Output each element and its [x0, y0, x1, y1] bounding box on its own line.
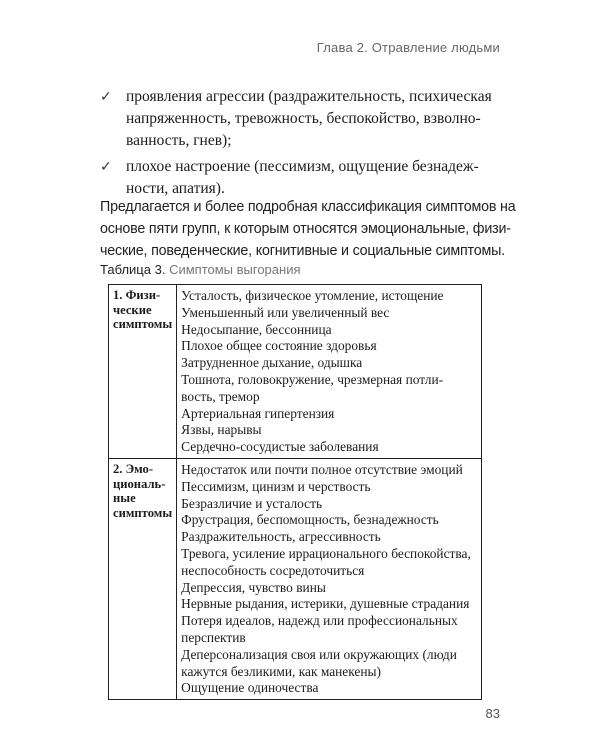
symptom-line: Затрудненное дыхание, одышка [181, 355, 363, 371]
table-caption-label: Таблица 3. [100, 262, 166, 277]
symptoms-cell [177, 285, 482, 459]
bullet-line: проявления агрессии (раздражительность, психическая [126, 88, 492, 105]
symptom-line: вость, тремор [181, 388, 260, 404]
paragraph-line: Предлагается и более подробная классификация симптомов на [100, 199, 516, 215]
symptom-line: Фрустрация, беспомощность, безнадежность [181, 512, 439, 528]
check-icon: ✓ [100, 159, 112, 175]
bullet-line: плохое настроение (пессимизм, ощущение безнадеж- [126, 158, 479, 175]
symptom-line: Плохое общее состояние здоровья [181, 338, 377, 354]
bullet-line: ванность, гнев); [126, 132, 232, 149]
symptom-line: Безразличие и усталость [181, 495, 323, 511]
bullet-line: напряженность, тревожность, беспокойство, взволно- [126, 110, 481, 127]
paragraph-line: основе пяти групп, к которым относятся эмоциональные, физи- [100, 221, 511, 237]
category-cell [109, 458, 177, 699]
symptom-line: Артериальная гипертензия [181, 405, 335, 421]
bullet-item [100, 86, 496, 152]
category-line: ческие [113, 302, 152, 317]
running-head: Глава 2. Отравление людьми [316, 40, 500, 55]
bullet-list [100, 86, 496, 204]
category-line: симптомы [113, 505, 173, 520]
bullet-item [100, 156, 496, 200]
bullet-line: ности, апатия). [126, 180, 225, 197]
symptoms-table [108, 284, 482, 700]
check-icon: ✓ [100, 89, 112, 105]
symptom-line: Недостаток или почти полное отсутствие эмоций [181, 461, 463, 477]
symptom-line: Сердечно-сосудистые заболевания [181, 439, 379, 455]
category-line: 2. Эмо- [113, 461, 154, 476]
symptom-line: Ощущение одиночества [181, 680, 319, 696]
table-row [109, 458, 482, 699]
symptom-line: Нервные рыдания, истерики, душевные страдания [181, 596, 470, 612]
symptoms-cell [177, 458, 482, 699]
symptom-line: Депрессия, чувство вины [181, 579, 326, 595]
table-row [109, 285, 482, 459]
table-caption [100, 262, 301, 277]
symptom-line: кажутся безликими, как манекены) [181, 663, 381, 679]
symptom-line: Тревога, усиление иррационального беспокойства, [181, 545, 471, 561]
page-number: 83 [485, 706, 500, 721]
category-line: симптомы [113, 317, 173, 332]
symptom-line: Недосыпание, бессонница [181, 321, 332, 337]
category-line: циональ- [113, 476, 166, 491]
symptom-line: Тошнота, головокружение, чрезмерная потли- [181, 371, 444, 387]
symptom-line: Потеря идеалов, надежд или профессиональных [181, 613, 458, 629]
symptom-line: Деперсонализация своя или окружающих (люди [181, 646, 457, 662]
symptom-line: Уменьшенный или увеличенный вес [181, 304, 390, 320]
symptom-line: Язвы, нарывы [181, 422, 262, 438]
category-line: ные [113, 491, 136, 506]
category-cell [109, 285, 177, 459]
body-paragraph [100, 196, 516, 262]
symptom-line: неспособность сосредоточиться [181, 562, 365, 578]
table-caption-text: Симптомы выгорания [169, 262, 301, 277]
symptom-line: Раздражительность, агрессивность [181, 529, 381, 545]
paragraph-line: ческие, поведенческие, когнитивные и социальные симптомы. [100, 243, 505, 259]
symptom-line: перспектив [181, 629, 246, 645]
symptom-line: Усталость, физическое утомление, истощение [181, 288, 444, 303]
category-line: 1. Физи- [113, 288, 161, 302]
symptom-line: Пессимизм, цинизм и черствость [181, 478, 371, 494]
